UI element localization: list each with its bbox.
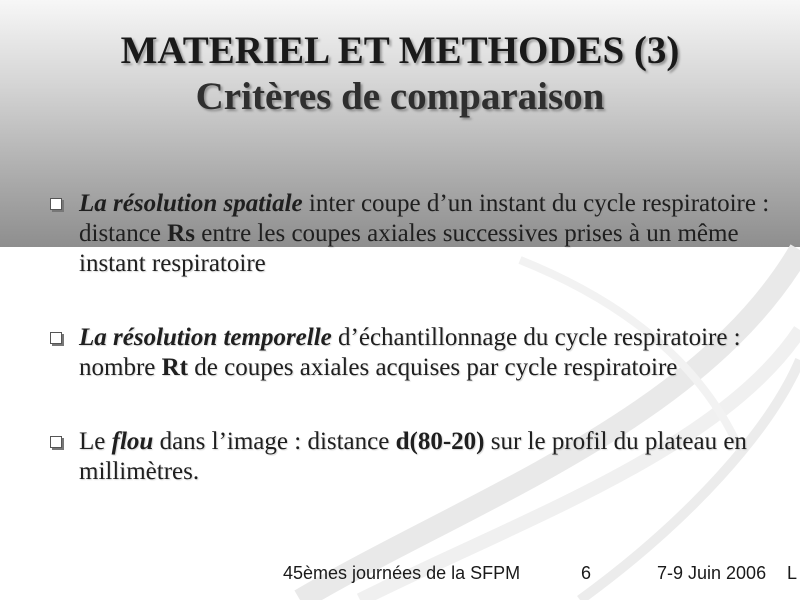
bullet-item [48,189,778,279]
slide-footer [0,563,800,587]
bullet-keyword: d(80-20) [395,428,485,455]
bullet-emphasis: La résolution temporelle [79,324,332,351]
slide-subtitle: Critères de comparaison [195,75,605,118]
bullet-text: inter coupe d’un instant du cycle respiratoire : distance [79,190,770,247]
bullet-item [48,323,778,383]
bullet-text: sur le profil du plateau en millimètres. [79,428,747,485]
slide-title: MATERIEL ET METHODES (3) [120,29,680,72]
bullet-keyword: Rt [161,354,189,381]
bullet-text: d’échantillonnage du cycle respiratoire : nombre [79,324,741,381]
footer-page-number: 6 [581,563,592,583]
bullet-text: de coupes axiales acquises par cycle respiratoire [188,354,678,381]
square-bullet-icon [50,332,62,344]
footer-event: 45èmes journées de la SFPM [283,563,521,583]
bullet-keyword: Rs [167,220,195,247]
bullet-emphasis: La résolution spatiale [79,190,303,217]
bullet-lead: Le [79,428,112,455]
bullet-list [48,189,778,487]
bullet-text: dans l’image : distance [153,428,396,455]
slide-title-block [0,28,800,120]
footer-date: 7-9 Juin 2006 [657,563,767,583]
square-bullet-icon [50,198,62,210]
square-bullet-icon [50,436,62,448]
bullet-emphasis: flou [111,428,154,455]
footer-location: L [787,563,798,583]
bullet-item [48,427,778,487]
bullet-text: entre les coupes axiales successives prises à un même instant respiratoire [79,220,739,277]
